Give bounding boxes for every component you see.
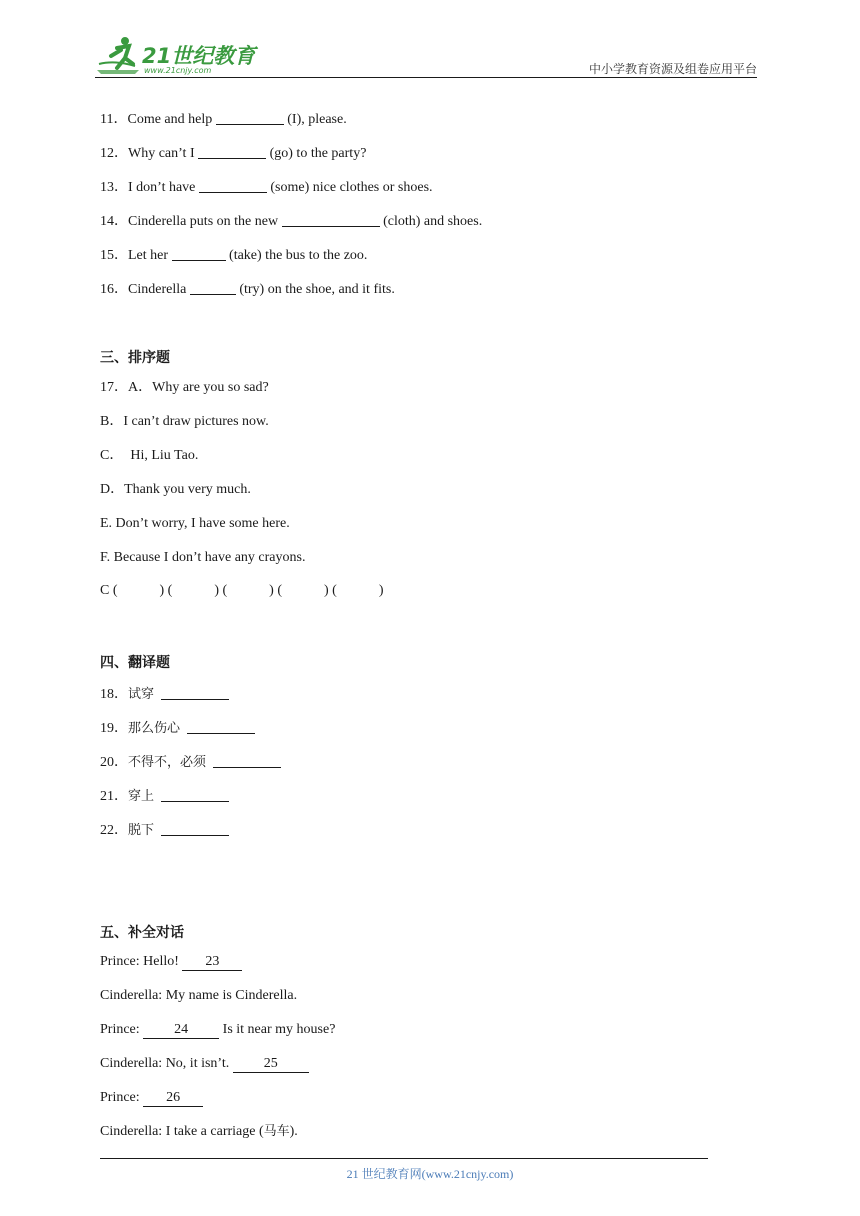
answer-blank[interactable] — [216, 110, 284, 125]
dialogue-line-4: Cinderella: No, it isn’t. 25 — [100, 1055, 309, 1073]
answer-blank-24[interactable]: 24 — [143, 1022, 219, 1039]
question-11: 11．Come and help (I), please. — [100, 112, 347, 127]
section-title-translation: 四、翻译题 — [100, 655, 170, 671]
answer-blank[interactable] — [198, 144, 266, 159]
translation-item-20: 20．不得不，必须 — [100, 751, 281, 772]
dialogue-line-6: Cinderella: I take a carriage (马车). — [100, 1124, 298, 1139]
logo-text: 21世纪教育 — [142, 44, 256, 68]
question-14: 14．Cinderella puts on the new (cloth) and shoes. — [100, 214, 483, 229]
section-title-dialogue: 五、补全对话 — [100, 925, 184, 941]
header-divider — [95, 77, 757, 78]
ordering-line-b: B．I can’t draw pictures now. — [100, 414, 269, 429]
answer-blank[interactable] — [213, 753, 281, 768]
answer-blank[interactable] — [161, 821, 229, 836]
answer-blank-26[interactable]: 26 — [143, 1090, 203, 1107]
ordering-line-c: C． Hi, Liu Tao. — [100, 448, 199, 463]
answer-blank[interactable] — [190, 280, 236, 295]
logo-url-text: www.21cnjy.com — [144, 66, 212, 75]
question-12: 12．Why can’t I (go) to the party? — [100, 146, 367, 161]
dialogue-line-1: Prince: Hello! 23 — [100, 953, 242, 971]
dialogue-line-5: Prince: 26 — [100, 1089, 203, 1107]
footer-source-text: 21 世纪教育网(www.21cnjy.com) — [346, 1167, 514, 1181]
ordering-line-e: E. Don’t worry, I have some here. — [100, 516, 290, 531]
translation-item-19: 19．那么伤心 — [100, 717, 255, 738]
ordering-answer-row: C ( ) ( ) ( ) ( ) ( ) — [100, 583, 384, 598]
header-platform-text: 中小学教育资源及组卷应用平台 — [588, 62, 757, 76]
ordering-line-d: D．Thank you very much. — [100, 482, 251, 497]
answer-blank[interactable] — [187, 719, 255, 734]
dialogue-line-2: Cinderella: My name is Cinderella. — [100, 988, 298, 1003]
answer-blank[interactable] — [172, 246, 226, 261]
section-title-ordering: 三、排序题 — [100, 350, 170, 366]
answer-blank[interactable] — [161, 685, 229, 700]
question-15: 15．Let her (take) the bus to the zoo. — [100, 248, 368, 263]
ordering-line-f: F. Because I don’t have any crayons. — [100, 550, 306, 565]
translation-item-22: 22．脱下 — [100, 819, 229, 840]
answer-blank-23[interactable]: 23 — [182, 954, 242, 971]
ordering-line-a: 17．A．Why are you so sad? — [100, 380, 269, 395]
dialogue-line-3: Prince: 24 Is it near my house? — [100, 1022, 336, 1037]
question-16: 16．Cinderella (try) on the shoe, and it fits. — [100, 282, 395, 297]
answer-blank[interactable] — [199, 178, 267, 193]
translation-item-18: 18．试穿 — [100, 683, 229, 704]
answer-blank[interactable] — [161, 787, 229, 802]
translation-item-21: 21．穿上 — [100, 785, 229, 806]
answer-blank[interactable] — [282, 212, 380, 227]
question-13: 13．I don’t have (some) nice clothes or shoes. — [100, 180, 433, 195]
answer-blank-25[interactable]: 25 — [233, 1056, 309, 1073]
footer-divider — [100, 1158, 708, 1159]
